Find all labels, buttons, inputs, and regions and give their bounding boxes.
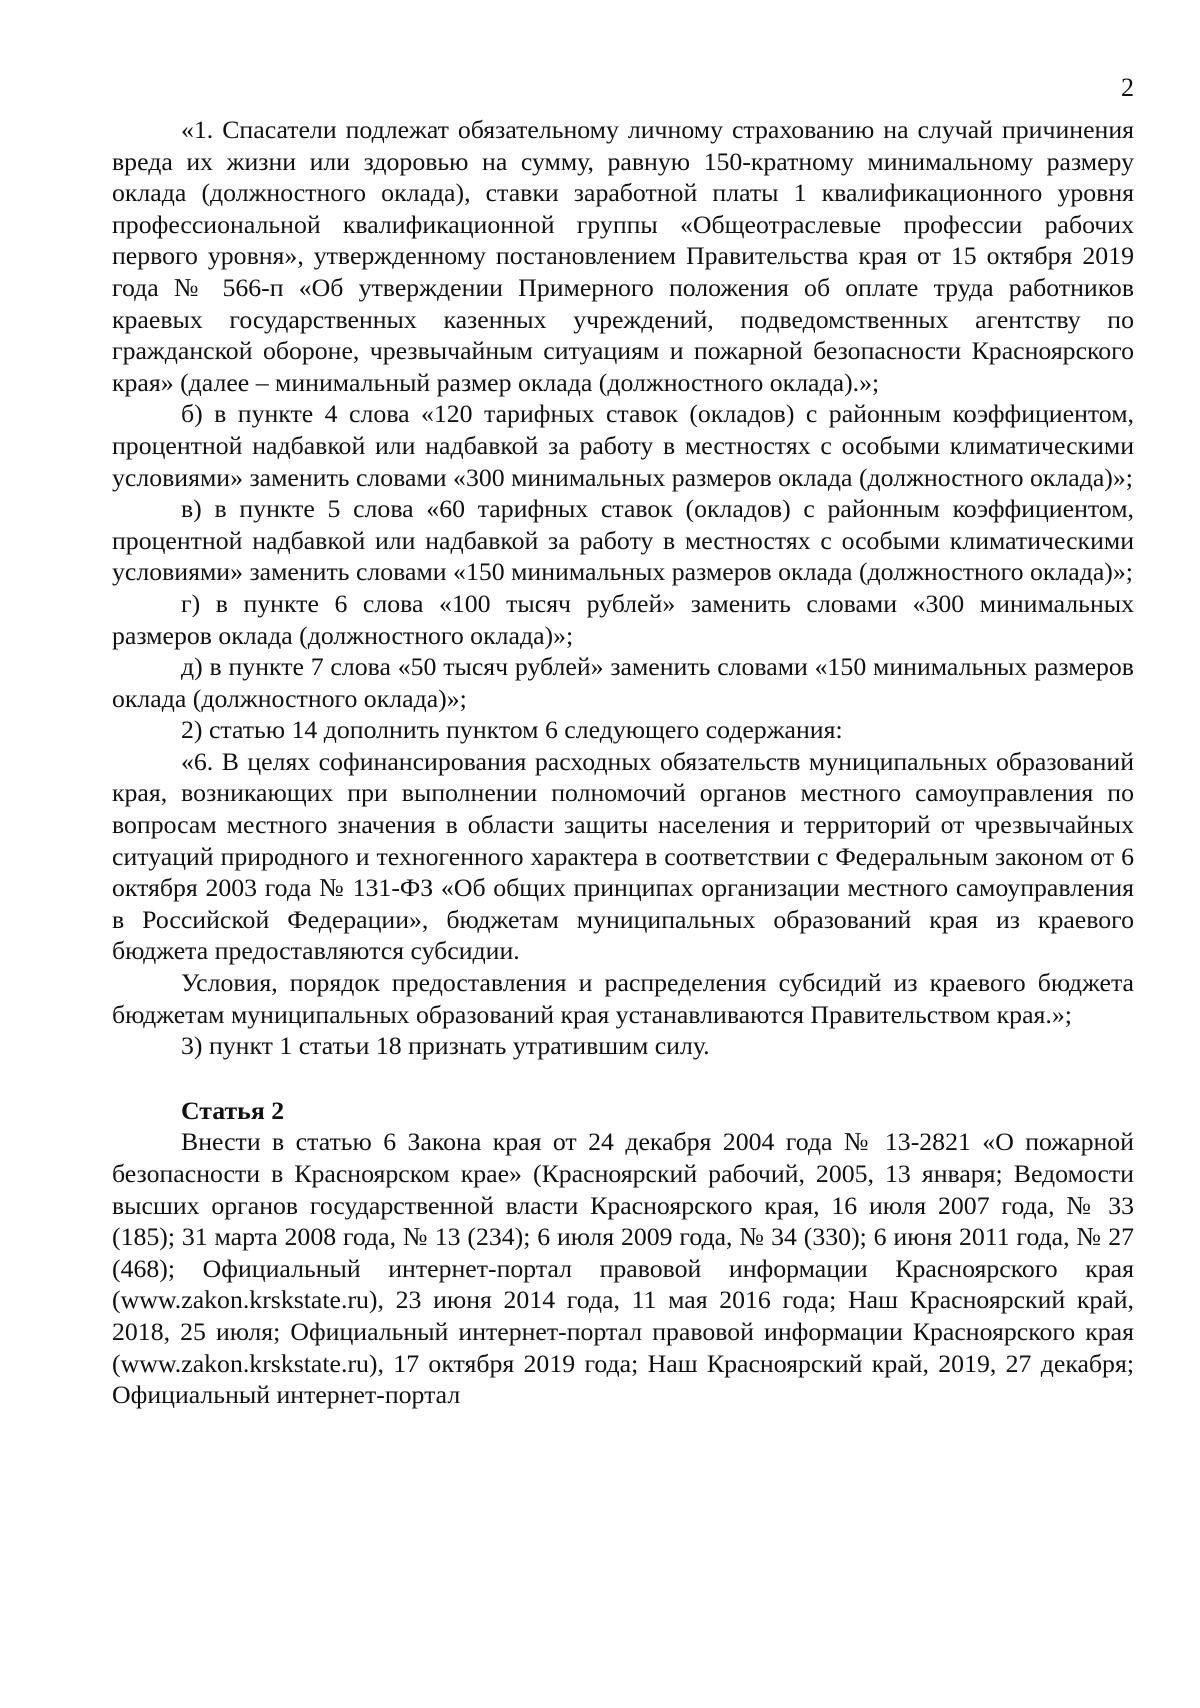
paragraph-item-d: д) в пункте 7 слова «50 тысяч рублей» заменить словами «150 минимальных размеров оклада (должностного оклада)»; bbox=[112, 652, 1134, 713]
paragraph-item-g: г) в пункте 6 слова «100 тысяч рублей» заменить словами «300 минимальных размеров оклада (должностного оклада)»; bbox=[112, 588, 1134, 650]
paragraph-item-v: в) в пункте 5 слова «60 тарифных ставок (окладов) с районным коэффициентом, процентной надбавкой или надбавкой за работу в местностях с особыми климатическими условиями» заменить словами «150 минимальных размеров оклада (должностного оклада)»; bbox=[112, 494, 1134, 587]
page-number: 2 bbox=[1121, 73, 1134, 102]
document-body bbox=[112, 114, 1134, 1411]
paragraph-clause-6: «6. В целях софинансирования расходных обязательств муниципальных образований края, возникающих при выполнении полномочий органов местного самоуправления по вопросам местного значения в области защиты населения и территорий от чрезвычайных ситуаций природного и техногенного характера в соответствии с Федеральным законом от 6 октября 2003 года № 131-ФЗ «Об общих принципах организации местного самоуправления в Российской Федерации», бюджетам муниципальных образований края из краевого бюджета предоставляются субсидии. bbox=[112, 746, 1134, 966]
article-heading: Статья 2 bbox=[181, 1095, 285, 1125]
paragraph-item-3: 3) пункт 1 статьи 18 признать утратившим силу. bbox=[181, 1031, 710, 1061]
paragraph-insurance-clause: «1. Спасатели подлежат обязательному личному страхованию на случай причинения вреда их жизни или здоровью на сумму, равную 150-кратному минимальному размеру оклада (должностного оклада), ставки заработной платы 1 квалификационного уровня профессиональной квалификационной группы «Общеотраслевые профессии рабочих первого уровня», утвержденному постановлением Правительства края от 15 октября 2019 года № 566-п «Об утверждении Примерного положения об оплате труда работников краевых государственных казенных учреждений, подведомственных агентству по гражданской обороне, чрезвычайным ситуациям и пожарной безопасности Красноярского края» (далее – минимальный размер оклада (должностного оклада).»; bbox=[112, 115, 1134, 397]
paragraph-article-2-text: Внести в статью 6 Закона края от 24 декабря 2004 года № 13-2821 «О пожарной безопасности в Красноярском крае» (Красноярский рабочий, 2005, 13 января; Ведомости высших органов государственной власти Красноярского края, 16 июля 2007 года, № 33 (185); 31 марта 2008 года, № 13 (234); 6 июля 2009 года, № 34 (330); 6 июня 2011 года, № 27 (468); Официальный интернет-портал правовой информации Красноярского края (www.zakon.krskstate.ru), 23 июня 2014 года, 11 мая 2016 года; Наш Красноярский край, 2018, 25 июля; Официальный интернет-портал правовой информации Красноярского края (www.zakon.krskstate.ru), 17 октября 2019 года; Наш Красноярский край, 2019, 27 декабря; Официальный интернет-портал bbox=[112, 1127, 1134, 1410]
paragraph-item-2: 2) статью 14 дополнить пунктом 6 следующего содержания: bbox=[181, 715, 843, 745]
paragraph-subsidy-conditions: Условия, порядок предоставления и распределения субсидий из краевого бюджета бюджетам муниципальных образований края устанавливаются Правительством края.»; bbox=[112, 968, 1134, 1029]
paragraph-item-b: б) в пункте 4 слова «120 тарифных ставок (окладов) с районным коэффициентом, процентной надбавкой или надбавкой за работу в местностях с особыми климатическими условиями» заменить словами «300 минимальных размеров оклада (должностного оклада)»; bbox=[112, 399, 1134, 492]
